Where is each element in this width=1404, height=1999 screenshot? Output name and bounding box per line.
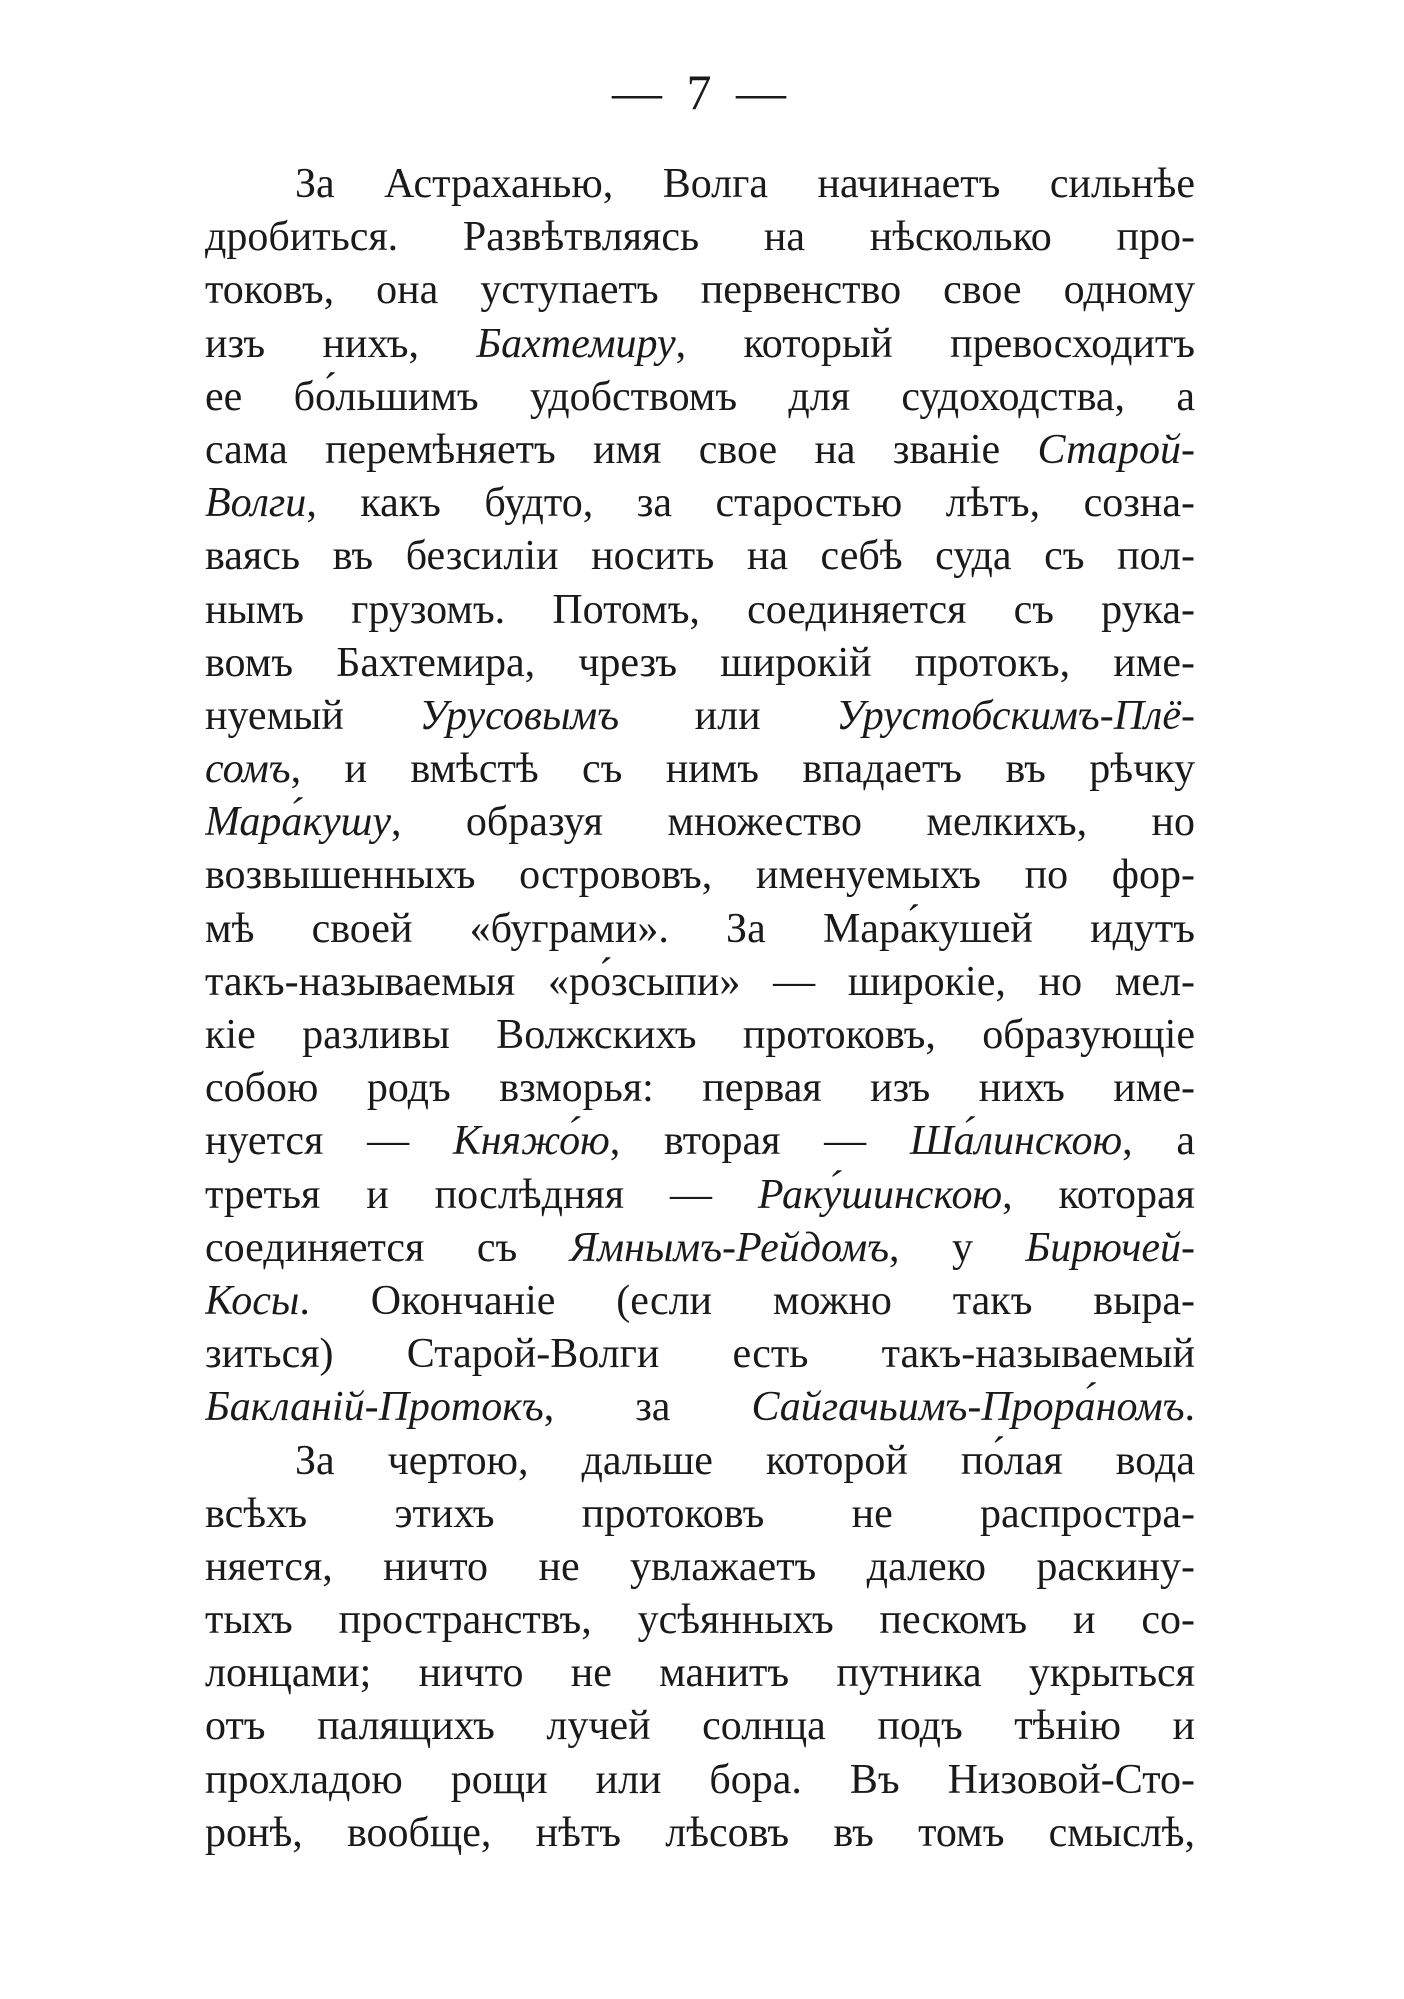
text-line <box>205 1754 1195 1807</box>
text-line <box>205 477 1195 530</box>
text-run: зиться) Старой-Волги есть такъ-называемый <box>205 1331 1195 1378</box>
italic-term: Старой- <box>1037 426 1195 473</box>
text-run: За чертою, дальше которой по́лая вода <box>295 1437 1195 1484</box>
italic-term: Раку́шинскою <box>757 1171 1003 1218</box>
text-run: , за <box>543 1384 752 1431</box>
text-run: или <box>619 692 837 739</box>
text-run: вомъ Бахтемира, чрезъ широкій протокъ, име- <box>205 639 1195 686</box>
text-line <box>205 211 1195 264</box>
italic-term: Урусовымъ <box>419 692 620 739</box>
text-run: такъ-называемыя «ро́зсыпи» — широкіе, но мел- <box>205 958 1195 1005</box>
text-line <box>205 743 1195 796</box>
text-line <box>205 956 1195 1009</box>
text-line <box>205 1594 1195 1647</box>
text-run: третья и послѣдняя — <box>205 1171 758 1218</box>
text-run: нуется — <box>205 1118 453 1165</box>
text-run: , и вмѣстѣ съ нимъ впадаетъ въ рѣчку <box>290 746 1195 793</box>
text-run: , вторая — <box>609 1118 910 1165</box>
text-run: ее бо́льшимъ удобствомъ для судоходства, а <box>205 373 1195 420</box>
text-run: кіе разливы Волжскихъ протоковъ, образующіе <box>205 1012 1195 1058</box>
text-line <box>205 158 1195 211</box>
text-run: , которая <box>1002 1171 1195 1218</box>
italic-term: Мара́кушу <box>205 799 392 846</box>
page-number: — 7 — <box>612 64 792 120</box>
text-run: собою родъ взморья: первая изъ нихъ име- <box>205 1065 1195 1112</box>
text-line <box>205 424 1195 477</box>
text-run: , который превосходитъ <box>675 320 1195 367</box>
text-line <box>205 1700 1195 1753</box>
text-run: тыхъ пространствъ, усѣянныхъ пескомъ и со- <box>205 1597 1195 1644</box>
text-run: няется, ничто не увлажаетъ далеко раскину- <box>205 1543 1195 1590</box>
text-line <box>205 1169 1195 1222</box>
italic-term: сомъ <box>205 746 291 793</box>
text-run: ваясь въ безсиліи носить на себѣ суда съ пол- <box>205 533 1195 580</box>
text-run: , а <box>1122 1118 1195 1165</box>
text-run: , у <box>889 1224 1026 1271</box>
page-text <box>205 158 1195 1860</box>
text-line <box>205 318 1195 371</box>
text-run: соединяется съ <box>205 1224 570 1271</box>
text-line <box>205 1115 1195 1168</box>
italic-term: Косы <box>205 1277 300 1324</box>
text-line <box>205 903 1195 956</box>
text-run: ронѣ, вообще, нѣтъ лѣсовъ въ томъ смыслѣ, <box>205 1809 1195 1856</box>
text-line <box>205 1647 1195 1700</box>
text-line <box>205 1541 1195 1594</box>
text-run: возвышенныхъ острововъ, именуемыхъ по фор- <box>205 852 1195 899</box>
text-run: дробиться. Развѣтвляясь на нѣсколько про- <box>205 214 1195 261</box>
text-line <box>205 1009 1195 1062</box>
italic-term: Ямнымъ-Рейдомъ <box>569 1224 890 1271</box>
text-line <box>205 584 1195 637</box>
text-run: прохладою рощи или бора. Въ Низовой-Сто- <box>205 1756 1195 1803</box>
text-line <box>205 637 1195 690</box>
text-run: нымъ грузомъ. Потомъ, соединяется съ рука- <box>205 586 1195 633</box>
text-line <box>205 1435 1195 1488</box>
text-line <box>205 1488 1195 1541</box>
text-line <box>205 796 1195 849</box>
text-run: всѣхъ этихъ протоковъ не распростра- <box>205 1490 1195 1537</box>
text-line <box>205 849 1195 902</box>
text-line <box>205 1062 1195 1115</box>
text-line <box>205 1807 1195 1860</box>
text-run: мѣ своей «буграми». За Мара́кушей идутъ <box>205 905 1195 952</box>
text-run: сама перемѣняетъ имя свое на званіе <box>205 426 1038 473</box>
text-run: . <box>1184 1384 1195 1431</box>
text-run: отъ палящихъ лучей солнца подъ тѣнію и <box>205 1703 1195 1750</box>
text-line <box>205 1222 1195 1275</box>
text-run: токовъ, она уступаетъ первенство свое одному <box>205 267 1195 314</box>
text-run: , образуя множество мелкихъ, но <box>391 799 1195 846</box>
text-run: изъ нихъ, <box>205 320 477 367</box>
text-line <box>205 530 1195 583</box>
text-line <box>205 264 1195 317</box>
italic-term: Волги <box>205 480 307 527</box>
italic-term: Бакланій-Протокъ <box>205 1384 544 1431</box>
text-run: . Окончаніе (если можно такъ выра- <box>299 1277 1195 1324</box>
text-line <box>205 1328 1195 1381</box>
text-line <box>205 690 1195 743</box>
italic-term: Княжо́ю <box>452 1118 610 1165</box>
text-run: лонцами; ничто не манитъ путника укрыться <box>205 1650 1195 1697</box>
text-line <box>205 1275 1195 1328</box>
text-run: , какъ будто, за старостью лѣтъ, созна- <box>306 480 1195 527</box>
italic-term: Урустобскимъ-Плё- <box>836 692 1195 739</box>
italic-term: Сайгачьимъ-Прора́номъ <box>751 1384 1185 1431</box>
text-run: нуемый <box>205 692 420 739</box>
italic-term: Бирючей- <box>1025 1224 1195 1271</box>
text-line <box>205 371 1195 424</box>
text-line <box>205 1381 1195 1434</box>
text-run: За Астраханью, Волга начинаетъ сильнѣе <box>295 161 1195 207</box>
italic-term: Ша́линскою <box>909 1118 1123 1165</box>
italic-term: Бахтемиру <box>476 320 676 367</box>
